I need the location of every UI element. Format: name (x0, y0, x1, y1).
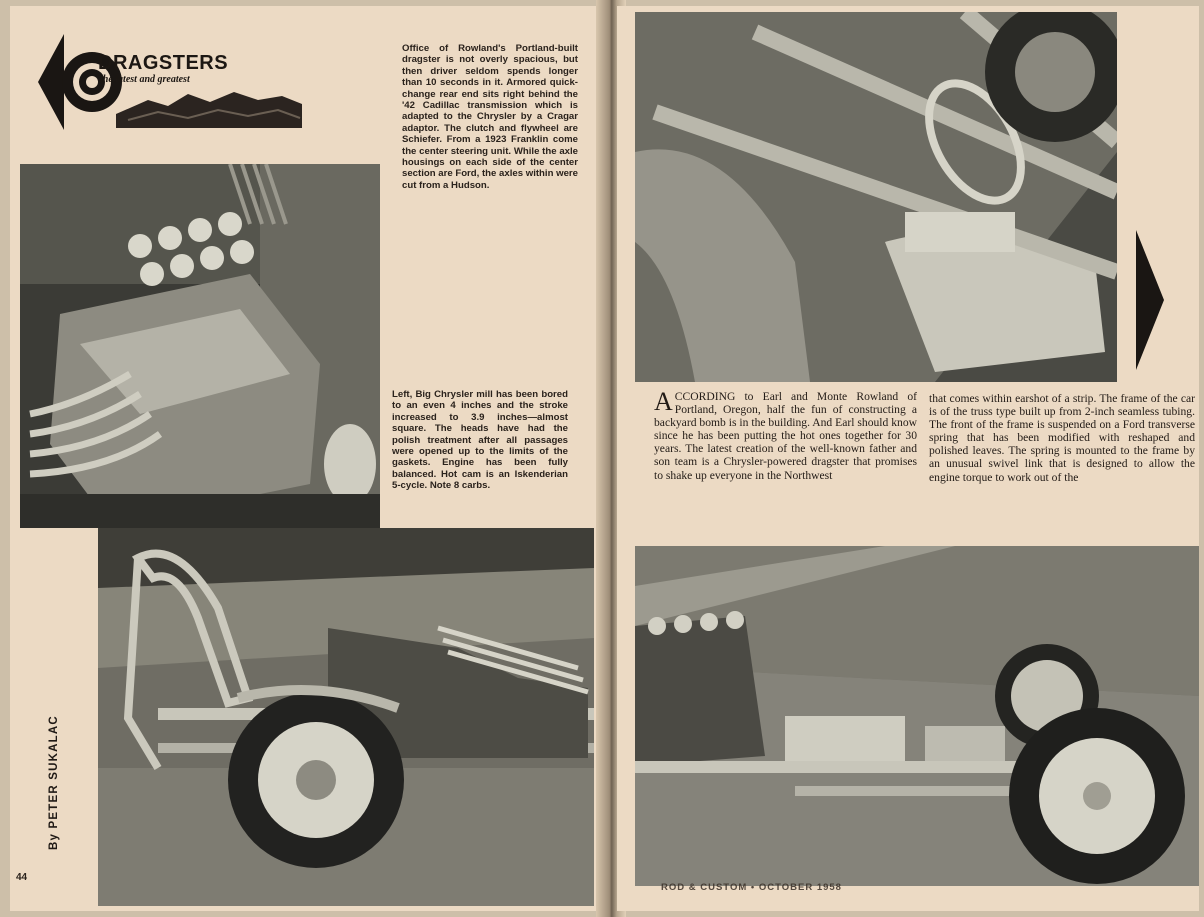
caption-engine: Left, Big Chrysler mill has been bored to an even 4 inches and the stroke increased to 3.9 inches—almost square. The heads have had the polish treatment after all passages were opened up to the limits of the gaskets. Engine has been fully balanced. Hot cam is an Iskenderian 5-cycle. Note 8 carbs. (392, 389, 568, 492)
article-column-2 (929, 392, 1195, 484)
section-title: DRAGSTERS (98, 52, 229, 74)
article-column-1 (654, 387, 917, 482)
drop-cap: A (654, 387, 673, 416)
continue-arrow (1136, 230, 1164, 370)
dragster-photo-right (635, 546, 1199, 886)
caption-office: Office of Rowland's Portland-built dragster is not overly spacious, but then driver seldom spends longer than 10 seconds in it. Armored quick-change rear end sits right behind the '42 Cadillac transmission which is adapted to the Chrysler by a Cragar adaptor. The clutch and flywheel are Schiefer. From a 1923 Franklin come the center steering unit. While the axle housings on each side of the center section are Ford, the axles within were cut from a Hudson. (402, 43, 578, 191)
dragster-photo-left (98, 528, 594, 906)
arrow-right-icon (1136, 230, 1164, 370)
byline (44, 696, 64, 856)
magazine-footer: ROD & CUSTOM • OCTOBER 1958 (661, 882, 842, 893)
byline-text: By PETER SUKALAC (48, 715, 60, 850)
right-page (617, 6, 1199, 911)
section-subtitle: the latest and greatest (100, 74, 190, 85)
left-page (10, 6, 604, 911)
article-text-2: that comes within earshot of a strip. The frame of the car is of the truss type built up from 2-inch seamless tubing. The front of the frame is suspended on a Ford transverse spring that has been modified with reshaped and polished leaves. The spring is mounted to the frame by an unusual swivel link that is designed to allow the engine torque to work out of the (929, 392, 1195, 484)
article-text-1: CCORDING to Earl and Monte Rowland of Portland, Oregon, half the fun of constructing a backyard bomb is in the building. And Earl should know since he has been putting the hot ones together for 30 years. The latest creation of the well-known father and son team is a Chrysler-powered dragster that promises to shake up everyone in the Northwest (654, 390, 917, 482)
engine-photo (20, 164, 380, 528)
chassis-photo (635, 12, 1117, 382)
page-number: 44 (16, 872, 28, 883)
